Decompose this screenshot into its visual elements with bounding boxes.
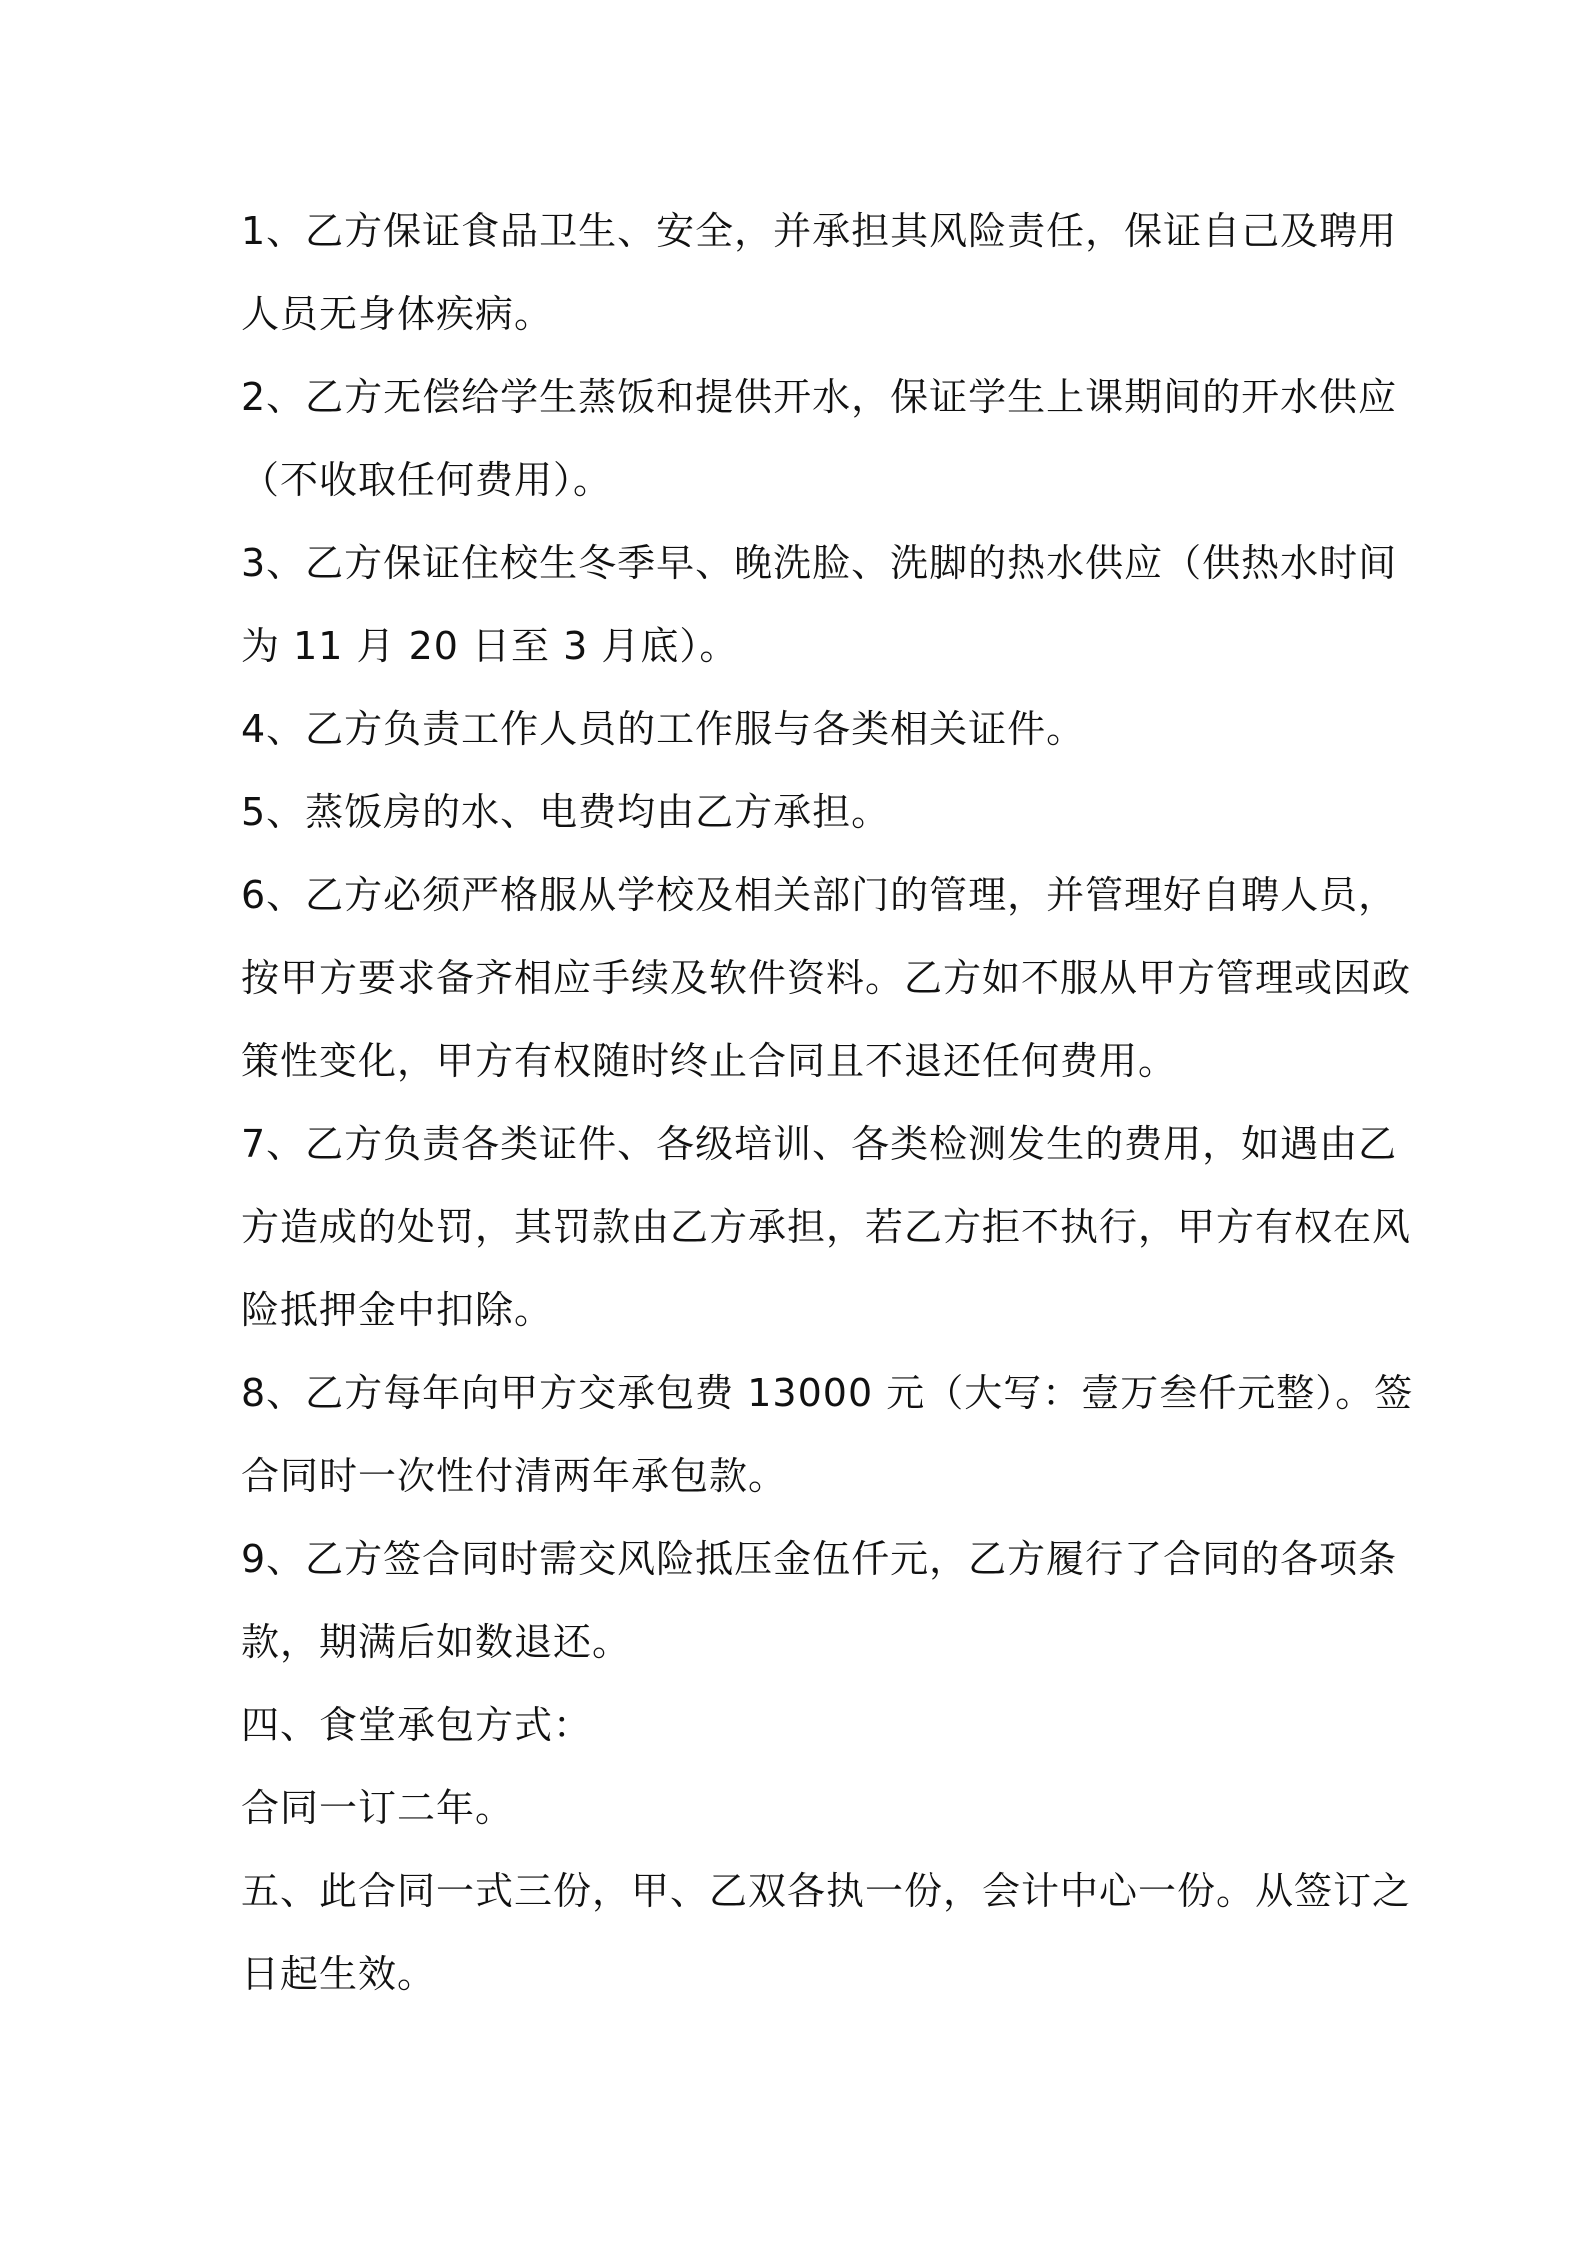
clause-9 bbox=[241, 1518, 1398, 1684]
clause-6 bbox=[241, 854, 1412, 1103]
section-heading-4 bbox=[241, 1684, 1351, 1767]
document-body bbox=[241, 190, 1414, 2016]
text-line: 2、乙方无偿给学生蒸饭和提供开水，保证学生上课期间的开水供应 bbox=[241, 375, 1398, 419]
text-line: 9、乙方签合同时需交风险抵压金伍仟元，乙方履行了合同的各项条 bbox=[241, 1537, 1398, 1581]
text-line: 5、蒸饭房的水、电费均由乙方承担。 bbox=[241, 790, 891, 834]
text-line: 日起生效。 bbox=[241, 1952, 437, 1996]
text-line: 人员无身体疾病。 bbox=[241, 292, 554, 336]
clause-5 bbox=[241, 771, 1351, 854]
text-line: 按甲方要求备齐相应手续及软件资料。乙方如不服从甲方管理或因政 bbox=[241, 956, 1412, 1000]
text-line: 6、乙方必须严格服从学校及相关部门的管理，并管理好自聘人员， bbox=[241, 873, 1398, 917]
text-line: 为 11 月 20 日至 3 月底）。 bbox=[241, 624, 739, 668]
clause-4 bbox=[241, 688, 1351, 771]
text-line: 合同一订二年。 bbox=[241, 1786, 515, 1830]
contract-term bbox=[241, 1767, 1351, 1850]
text-line: 4、乙方负责工作人员的工作服与各类相关证件。 bbox=[241, 707, 1086, 751]
clause-8 bbox=[241, 1352, 1414, 1518]
text-line: 7、乙方负责各类证件、各级培训、各类检测发生的费用，如遇由乙 bbox=[241, 1122, 1398, 1166]
text-line: 五、此合同一式三份，甲、乙双各执一份，会计中心一份。从签订之 bbox=[241, 1869, 1412, 1913]
text-line: 方造成的处罚，其罚款由乙方承担，若乙方拒不执行，甲方有权在风 bbox=[241, 1205, 1412, 1249]
clause-7 bbox=[241, 1103, 1412, 1352]
text-line: 合同时一次性付清两年承包款。 bbox=[241, 1454, 788, 1498]
clause-3 bbox=[241, 522, 1398, 688]
text-line: 款，期满后如数退还。 bbox=[241, 1620, 632, 1664]
text-line: （不收取任何费用）。 bbox=[241, 458, 613, 502]
text-line: 8、乙方每年向甲方交承包费 13000 元（大写：壹万叁仟元整）。签 bbox=[241, 1371, 1414, 1415]
clause-2 bbox=[241, 356, 1398, 522]
text-line: 1、乙方保证食品卫生、安全，并承担其风险责任，保证自己及聘用 bbox=[241, 209, 1398, 253]
text-line: 四、食堂承包方式： bbox=[241, 1703, 593, 1747]
clause-1 bbox=[241, 190, 1398, 356]
section-5 bbox=[241, 1850, 1412, 2016]
text-line: 策性变化，甲方有权随时终止合同且不退还任何费用。 bbox=[241, 1039, 1178, 1083]
text-line: 3、乙方保证住校生冬季早、晚洗脸、洗脚的热水供应（供热水时间 bbox=[241, 541, 1398, 585]
text-line: 险抵押金中扣除。 bbox=[241, 1288, 554, 1332]
